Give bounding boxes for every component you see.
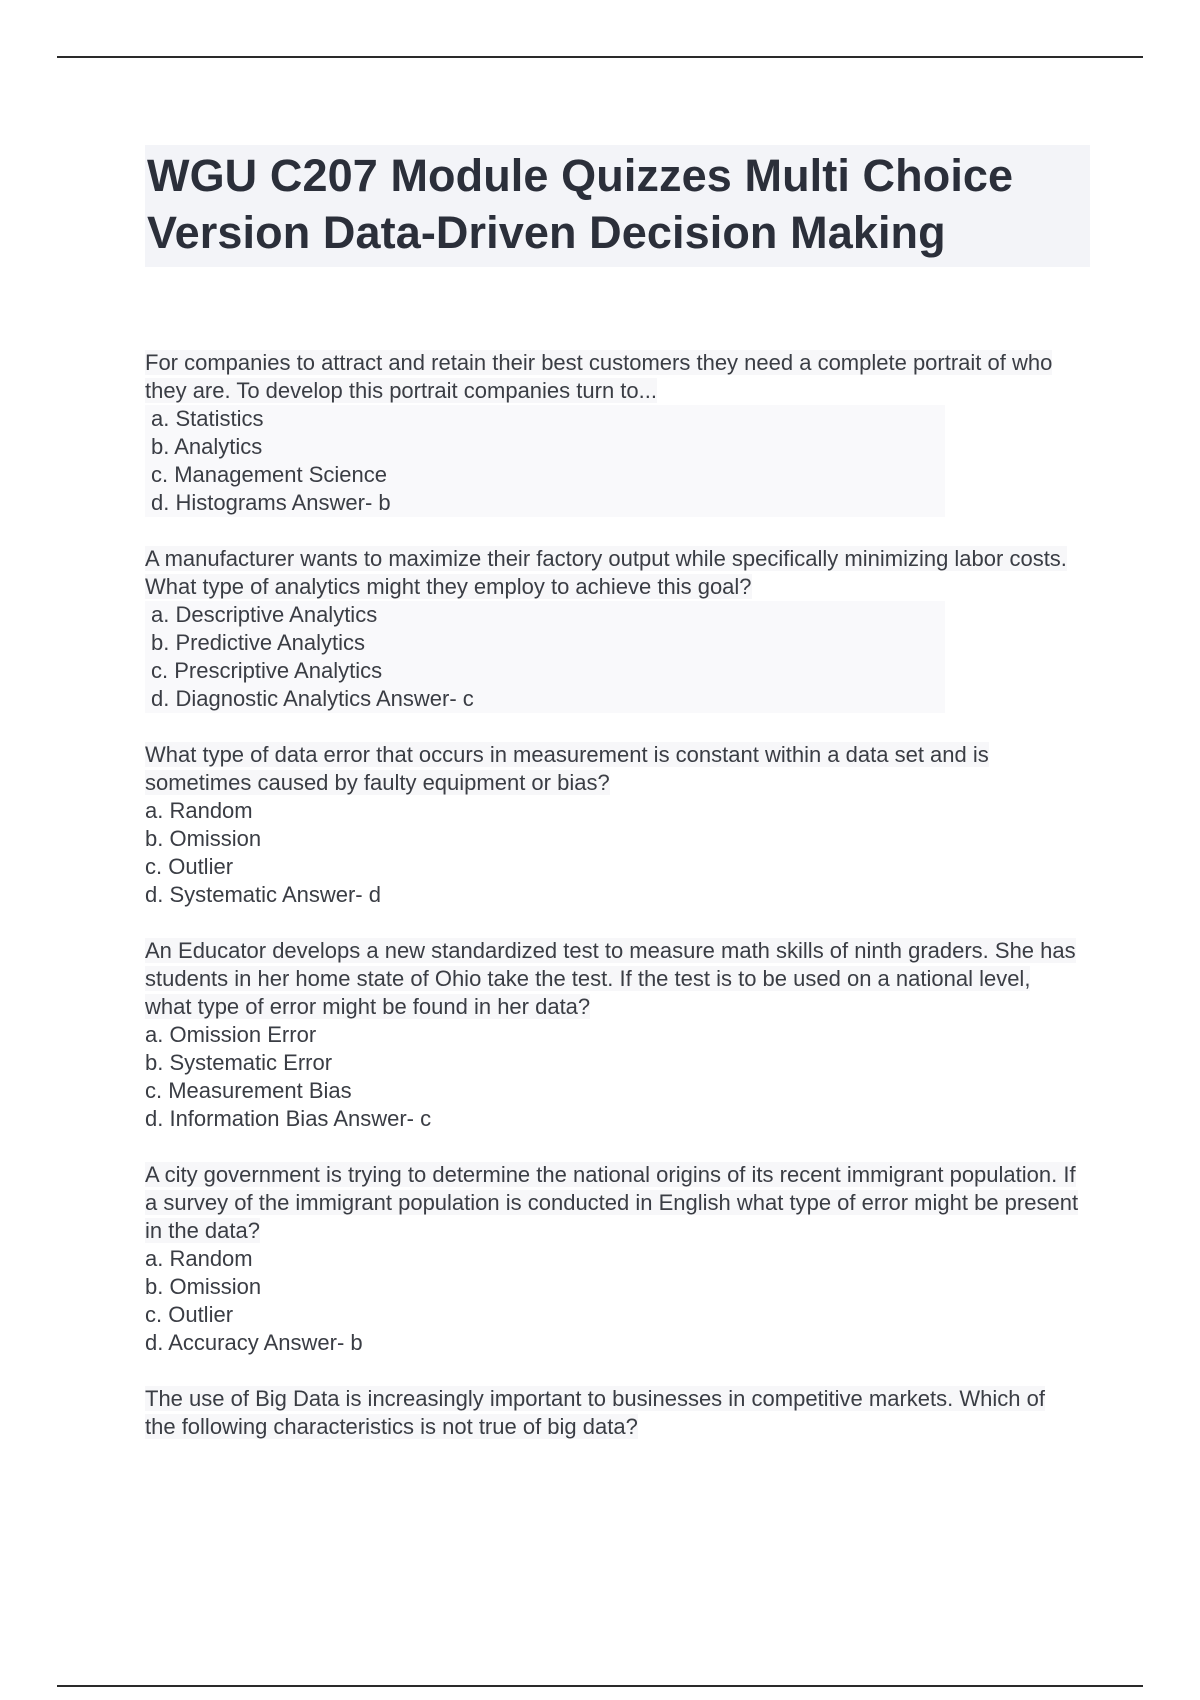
option-d: d. Systematic Answer- d: [145, 882, 381, 907]
option-b: b. Predictive Analytics: [151, 630, 365, 655]
option-d: d. Information Bias Answer- c: [145, 1106, 432, 1131]
option-c: c. Outlier: [145, 1302, 234, 1327]
option-d: d. Accuracy Answer- b: [145, 1330, 363, 1355]
option-a: a. Statistics: [151, 406, 264, 431]
option-a: a. Descriptive Analytics: [151, 602, 378, 627]
question-list: [145, 349, 1090, 1441]
option-a: a. Random: [145, 798, 253, 823]
option-d: d. Diagnostic Analytics Answer- c: [151, 686, 474, 711]
question-text: An Educator develops a new standardized test to measure math skills of ninth graders. She has students in her home state of Ohio take the test. If the test is to be used on a national level, what type of error might be found in her data?: [145, 938, 1076, 1019]
option-c: c. Measurement Bias: [145, 1078, 352, 1103]
top-rule: [57, 56, 1143, 58]
option-b: b. Omission: [145, 1274, 262, 1299]
option-d: d. Histograms Answer- b: [151, 490, 391, 515]
option-b: b. Systematic Error: [145, 1050, 333, 1075]
question-text: What type of data error that occurs in measurement is constant within a data set and is sometimes caused by faulty equipment or bias?: [145, 742, 989, 795]
question-text: For companies to attract and retain their best customers they need a complete portrait of who they are. To develop this portrait companies turn to...: [145, 350, 1053, 403]
question-5: [145, 1161, 1090, 1357]
option-c: c. Management Science: [151, 462, 388, 487]
question-text: The use of Big Data is increasingly important to businesses in competitive markets. Which of the following characteristics is not true of big data?: [145, 1386, 1045, 1439]
option-list: [145, 1245, 1090, 1357]
question-4: [145, 937, 1090, 1133]
question-2: [145, 545, 1090, 713]
option-c: c. Prescriptive Analytics: [151, 658, 383, 683]
document-title: WGU C207 Module Quizzes Multi Choice Version Data-Driven Decision Making: [147, 150, 1014, 258]
bottom-rule: [57, 1685, 1143, 1687]
option-list: [145, 405, 945, 517]
title-block: [145, 145, 1090, 267]
question-1: [145, 349, 1090, 517]
option-a: a. Random: [145, 1246, 253, 1271]
option-list: [145, 1021, 1090, 1133]
option-a: a. Omission Error: [145, 1022, 317, 1047]
question-3: [145, 741, 1090, 909]
question-text: A manufacturer wants to maximize their factory output while specifically minimizing labor costs. What type of analytics might they employ to achieve this goal?: [145, 546, 1067, 599]
document-body: [145, 145, 1090, 1469]
question-6: [145, 1385, 1090, 1441]
question-text: A city government is trying to determine the national origins of its recent immigrant population. If a survey of the immigrant population is conducted in English what type of error might be present in the data?: [145, 1162, 1079, 1243]
option-list: [145, 601, 945, 713]
option-c: c. Outlier: [145, 854, 234, 879]
option-list: [145, 797, 1090, 909]
option-b: b. Analytics: [151, 434, 263, 459]
option-b: b. Omission: [145, 826, 262, 851]
